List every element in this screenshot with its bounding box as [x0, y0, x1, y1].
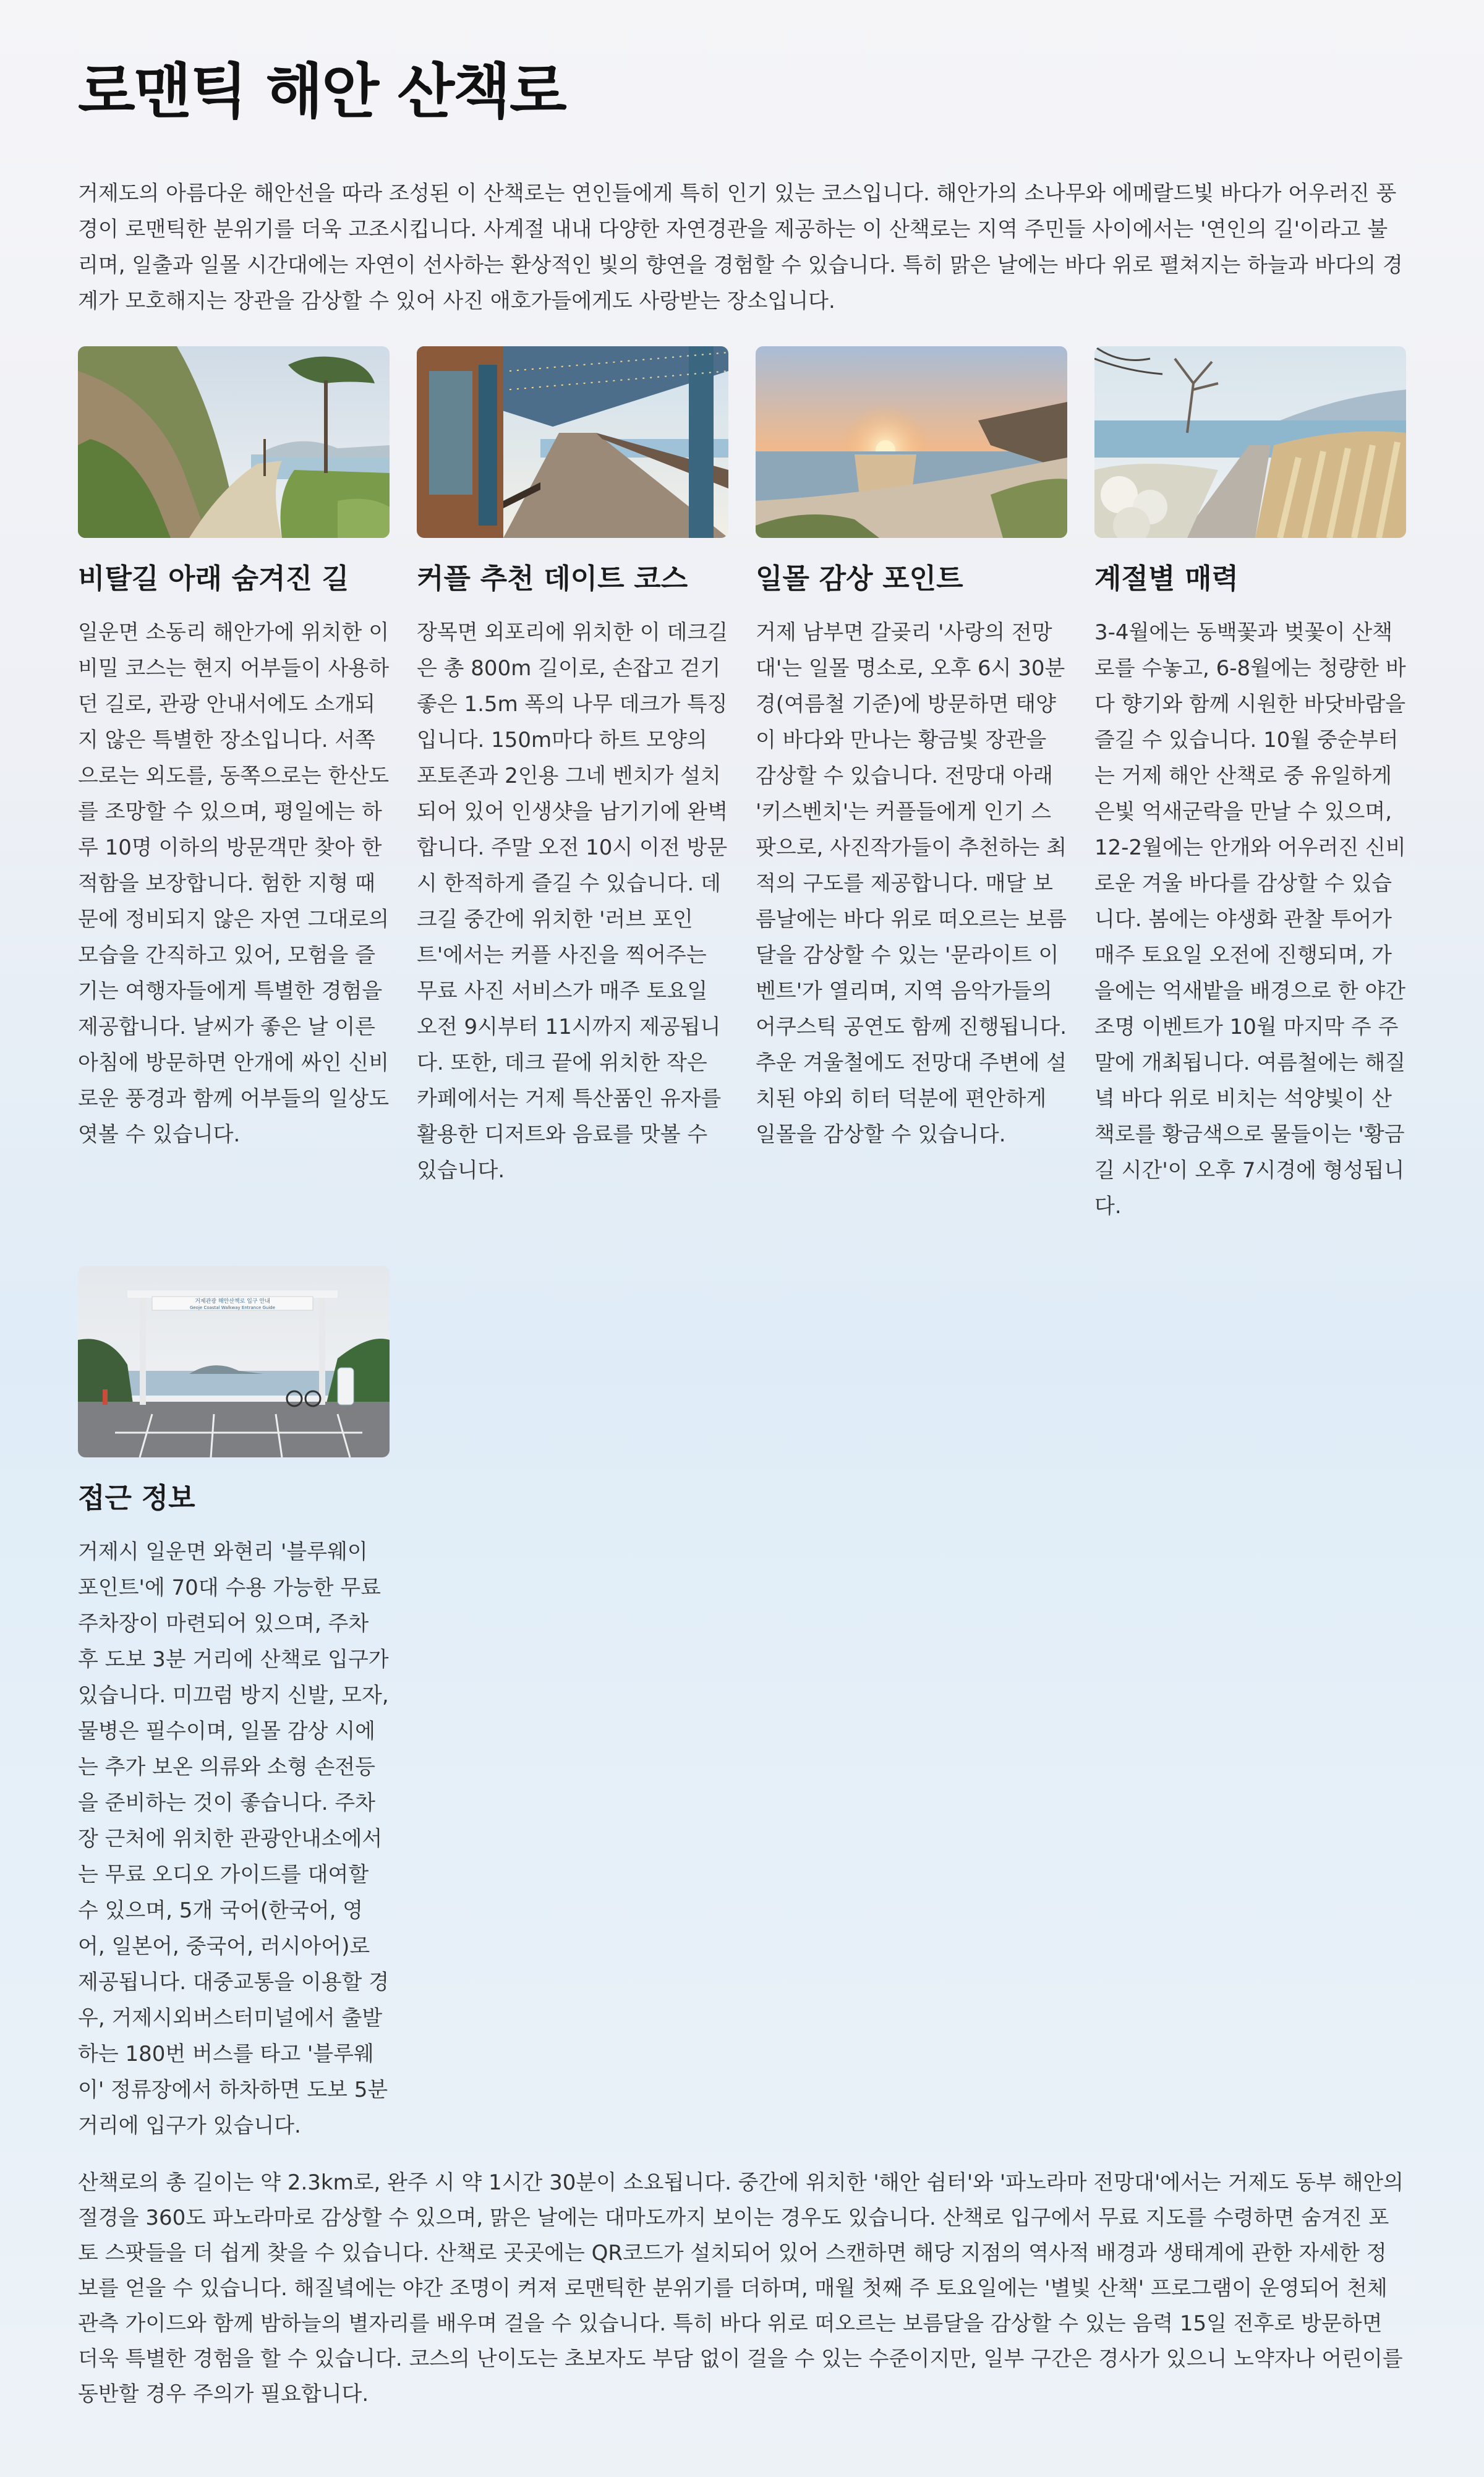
sunset-point-body: 거제 남부면 갈곶리 '사랑의 전망대'는 일몰 명소로, 오후 6시 30분경(여름철 기준)에 방문하면 태양이 바다와 만나는 황금빛 장관을 감상할 수 있습니다. 전망대 아래 '키스벤치'는 커플들에게 인기 스팟으로, 사진작가들이 추천하는 최적의 구도를 제공합니다. 매달 보름날에는 바다 위로 떠오르는 보름달을 감상할 수 있는 '문라이트 이벤트'가 열리며, 지역 음악가들의 어쿠스틱 공연도 함께 진행됩니다. 추운 겨울철에도 전망대 주변에 설치된 야외 히터 덕분에 편안하게 일몰을 감상할 수 있습니다.: [756, 620, 1067, 1147]
hidden-path-body: 일운면 소동리 해안가에 위치한 이 비밀 코스는 현지 어부들이 사용하던 길로, 관광 안내서에도 소개되지 않은 특별한 장소입니다. 서쪽으로는 외도를, 동쪽으로는 한산도를 조망할 수 있으며, 평일에는 하루 10명 이하의 방문객만 찾아 한적함을 보장합니다. 험한 지형 때문에 정비되지 않은 자연 그대로의 모습을 간직하고 있어, 모험을 즐기는 여행자들에게 특별한 경험을 제공합니다. 날씨가 좋은 날 이른 아침에 방문하면 안개에 싸인 신비로운 풍경과 함께 어부들의 일상도 엿볼 수 있습니다.: [78, 620, 390, 1147]
access-info-title: 접근 정보: [78, 1482, 195, 1514]
card-hidden-path: [78, 346, 390, 1150]
couple-course-body: 장목면 외포리에 위치한 이 데크길은 총 800m 길이로, 손잡고 걷기 좋은 1.5m 폭의 나무 데크가 특징입니다. 150m마다 하트 모양의 포토존과 2인용 그네 벤치가 설치되어 있어 인생샷을 남기기에 완벽합니다. 주말 오전 10시 이전 방문 시 한적하게 즐길 수 있습니다. 데크길 중간에 위치한 '러브 포인트'에서는 커플 사진을 찍어주는 무료 사진 서비스가 매주 토요일 오전 9시부터 11시까지 제공됩니다. 또한, 데크 끝에 위치한 작은 카페에서는 거제 특산품인 유자를 활용한 디저트와 음료를 맛볼 수 있습니다.: [417, 620, 728, 1183]
gate-sign-subtext: Geoje Coastal Walkway Entrance Guide: [189, 1305, 276, 1310]
gate-sign-text: 거제관광 해안산책로 입구 안내: [195, 1298, 270, 1305]
hidden-path-title: 비탈길 아래 숨겨진 길: [78, 562, 349, 595]
card-couple-course: [417, 346, 728, 1187]
card-access-info: [78, 1266, 390, 2144]
seasonal-charm-body: 3-4월에는 동백꽃과 벚꽃이 산책로를 수놓고, 6-8월에는 청량한 바다 향기와 함께 시원한 바닷바람을 즐길 수 있습니다. 10월 중순부터는 거제 해안 산책로 중 유일하게 은빛 억새군락을 만날 수 있으며, 12-2월에는 안개와 어우러진 신비로운 겨울 바다를 감상할 수 있습니다. 봄에는 야생화 관찰 투어가 매주 토요일 오전에 진행되며, 가을에는 억새밭을 배경으로 한 야간 조명 이벤트가 10월 마지막 주 주말에 개최됩니다. 여름철에는 해질녘 바다 위로 비치는 석양빛이 산책로를 황금색으로 물들이는 '황금길 시간'이 오후 7시경에 형성됩니다.: [1094, 620, 1406, 1219]
closing-paragraph: 산책로의 총 길이는 약 2.3km로, 완주 시 약 1시간 30분이 소요됩니다. 중간에 위치한 '해안 쉼터'와 '파노라마 전망대'에서는 거제도 동부 해안의 절경을 360도 파노라마로 감상할 수 있으며, 맑은 날에는 대마도까지 보이는 경우도 있습니다. 산책로 입구에서 무료 지도를 수령하면 숨겨진 포토 스팟들을 더 쉽게 찾을 수 있습니다. 산책로 곳곳에는 QR코드가 설치되어 있어 스캔하면 해당 지점의 역사적 배경과 생태계에 관한 자세한 정보를 얻을 수 있습니다. 해질녘에는 야간 조명이 켜져 로맨틱한 분위기를 더하며, 매월 첫째 주 토요일에는 '별빛 산책' 프로그램이 운영되어 천체관측 가이드와 함께 밤하늘의 별자리를 배우며 걸을 수 있습니다. 특히 바다 위로 떠오르는 보름달을 감상할 수 있는 음력 15일 전후로 방문하면 더욱 특별한 경험을 할 수 있습니다. 코스의 난이도는 초보자도 부담 없이 걸을 수 있는 수준이지만, 일부 구간은 경사가 있으니 노약자나 어린이를 동반할 경우 주의가 필요합니다.: [78, 2170, 1404, 2407]
couple-course-photo: [417, 346, 728, 538]
access-info-photo: [78, 1266, 390, 1457]
hidden-path-photo: [78, 346, 390, 538]
card-seasonal-charm: [1094, 346, 1406, 1224]
card-sunset-point: [756, 346, 1067, 1187]
access-info-body: 거제시 일운면 와현리 '블루웨이 포인트'에 70대 수용 가능한 무료 주차장이 마련되어 있으며, 주차 후 도보 3분 거리에 산책로 입구가 있습니다. 미끄럼 방지 신발, 모자, 물병은 필수이며, 일몰 감상 시에는 추가 보온 의류와 소형 손전등을 준비하는 것이 좋습니다. 주차장 근처에 위치한 관광안내소에서는 무료 오디오 가이드를 대여할 수 있으며, 5개 국어(한국어, 영어, 일본어, 중국어, 러시아어)로 제공됩니다. 대중교통을 이용할 경우, 거제시외버스터미널에서 출발하는 180번 버스를 타고 '블루웨이' 정류장에서 하차하면 도보 5분 거리에 입구가 있습니다.: [78, 1540, 390, 2138]
page-title: 로맨틱 해안 산책로: [78, 57, 566, 126]
seasonal-charm-photo: [1094, 346, 1406, 538]
intro-paragraph: 거제도의 아름다운 해안선을 따라 조성된 이 산책로는 연인들에게 특히 인기 있는 코스입니다. 해안가의 소나무와 에메랄드빛 바다가 어우러진 풍경이 로맨틱한 분위기를 더욱 고조시킵니다. 사계절 내내 다양한 자연경관을 제공하는 이 산책로는 지역 주민들 사이에서는 '연인의 길'이라고 불리며, 일출과 일몰 시간대에는 자연이 선사하는 환상적인 빛의 향연을 경험할 수 있습니다. 특히 맑은 날에는 바다 위로 펼쳐지는 하늘과 바다의 경계가 모호해지는 장관을 감상할 수 있어 사진 애호가들에게도 사랑받는 장소입니다.: [78, 181, 1403, 313]
seasonal-charm-title: 계절별 매력: [1094, 562, 1239, 595]
sunset-point-title: 일몰 감상 포인트: [756, 562, 963, 595]
couple-course-title: 커플 추천 데이트 코스: [417, 562, 688, 595]
sunset-point-photo: [756, 346, 1067, 538]
